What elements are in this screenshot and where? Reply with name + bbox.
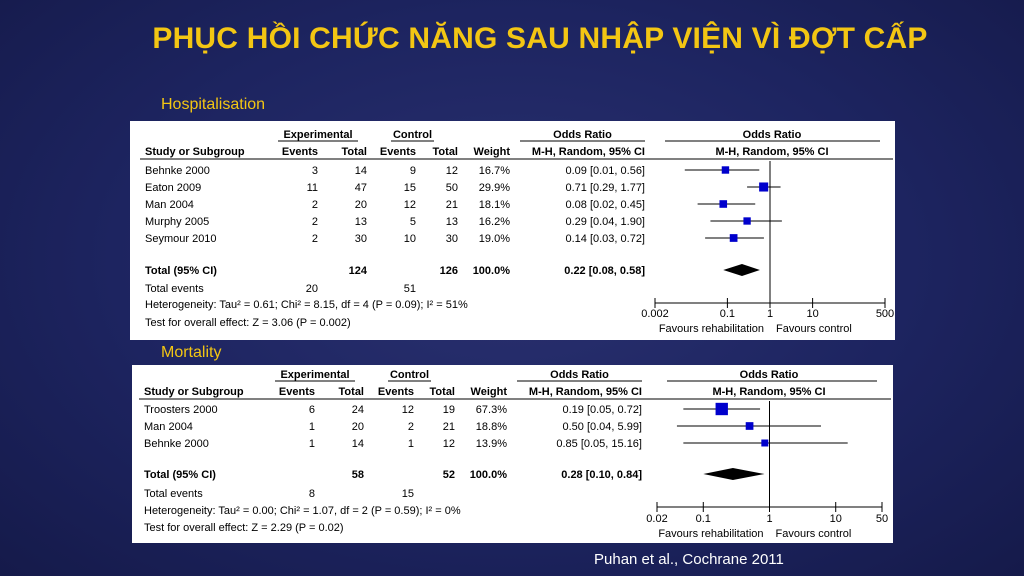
mortality-forest-plot [132, 365, 893, 543]
study-name: Man 2004 [144, 421, 193, 433]
axis-tick-label: 1 [766, 308, 774, 320]
header-plot-odds-ratio: Odds Ratio [739, 369, 799, 381]
header-plot-method: M-H, Random, 95% CI [712, 386, 826, 398]
ctrl-total: 19 [442, 404, 455, 416]
header-control: Control [392, 129, 433, 141]
ctrl-events: 2 [407, 421, 414, 433]
citation: Puhan et al., Cochrane 2011 [594, 551, 784, 568]
ctrl-events: 10 [403, 233, 416, 245]
study-weight: 18.1% [478, 199, 510, 211]
axis-tick-label: 0.02 [646, 513, 668, 525]
hospitalisation-forest-plot [130, 121, 895, 340]
ctrl-events: 12 [401, 404, 414, 416]
study-weight: 67.3% [475, 404, 507, 416]
study-name: Troosters 2000 [144, 404, 218, 416]
exp-total: 30 [354, 233, 367, 245]
total-events-label: Total events [145, 283, 204, 295]
exp-events: 11 [306, 182, 318, 194]
axis-tick-label: 50 [875, 513, 889, 525]
total-exp: 58 [351, 469, 364, 481]
study-ci: 0.19 [0.05, 0.72] [562, 404, 642, 416]
favours-right: Favours control [776, 323, 852, 335]
axis-tick-label: 0.1 [719, 308, 736, 320]
mortality-svg [132, 365, 893, 543]
slide-title: PHỤC HỒI CHỨC NĂNG SAU NHẬP VIỆN VÌ ĐỢT CẤP [152, 22, 928, 55]
exp-events: 1 [308, 438, 315, 450]
study-marker [759, 182, 768, 191]
study-marker [730, 234, 738, 242]
hospitalisation-svg [130, 121, 895, 340]
ctrl-total: 50 [445, 182, 458, 194]
favours-left: Favours rehabilitation [658, 323, 764, 335]
study-ci: 0.14 [0.03, 0.72] [565, 233, 645, 245]
header-control: Control [389, 369, 430, 381]
study-name: Man 2004 [145, 199, 194, 211]
exp-total: 20 [354, 199, 367, 211]
axis-tick-label: 1 [766, 513, 773, 525]
exp-events: 6 [308, 404, 315, 416]
exp-total: 20 [351, 421, 364, 433]
exp-events: 2 [311, 216, 318, 228]
overall-effect: Test for overall effect: Z = 3.06 (P = 0.002) [145, 317, 351, 329]
ctrl-total: 21 [442, 421, 455, 433]
hospitalisation-label: Hospitalisation [161, 96, 266, 113]
header-plot-odds-ratio: Odds Ratio [742, 129, 802, 141]
study-ci: 0.09 [0.01, 0.56] [565, 165, 645, 177]
total-weight: 100.0% [469, 469, 507, 481]
total-ctrl: 52 [442, 469, 455, 481]
header-total: Total [429, 386, 455, 398]
ctrl-total: 12 [445, 165, 458, 177]
study-name: Seymour 2010 [145, 233, 217, 245]
total-ci: 0.28 [0.10, 0.84] [561, 469, 642, 481]
study-weight: 13.9% [475, 438, 507, 450]
total-events-ctrl: 15 [401, 488, 414, 500]
total-label: Total (95% CI) [144, 469, 216, 481]
header-odds-ratio: Odds Ratio [550, 369, 609, 381]
axis-tick-label: 10 [806, 308, 819, 320]
exp-total: 47 [354, 182, 367, 194]
axis-tick-label: 500 [875, 308, 895, 320]
ctrl-total: 12 [442, 438, 455, 450]
header-total: Total [338, 386, 364, 398]
exp-total: 14 [351, 438, 364, 450]
axis-tick-label: 10 [829, 513, 842, 525]
ctrl-events: 15 [403, 182, 416, 194]
total-ctrl: 126 [439, 265, 458, 277]
total-events-label: Total events [144, 488, 203, 500]
total-ci: 0.22 [0.08, 0.58] [564, 265, 645, 277]
study-ci: 0.85 [0.05, 15.16] [556, 438, 642, 450]
study-marker [743, 217, 750, 224]
study-weight: 29.9% [478, 182, 510, 194]
pooled-diamond [723, 264, 760, 276]
header-total: Total [341, 146, 367, 158]
pooled-diamond [703, 468, 764, 480]
total-weight: 100.0% [472, 265, 510, 277]
favours-left: Favours rehabilitation [658, 528, 764, 540]
header-experimental: Experimental [283, 129, 353, 141]
study-ci: 0.50 [0.04, 5.99] [562, 421, 642, 433]
header-events: Events [278, 386, 315, 398]
study-ci: 0.08 [0.02, 0.45] [565, 199, 645, 211]
header-study: Study or Subgroup [145, 146, 245, 158]
mortality-label: Mortality [161, 344, 222, 361]
study-name: Behnke 2000 [145, 165, 210, 177]
total-events-exp: 8 [308, 488, 315, 500]
exp-total: 14 [354, 165, 367, 177]
header-events: Events [281, 146, 318, 158]
axis-tick-label: 0.1 [695, 513, 711, 525]
exp-events: 3 [311, 165, 318, 177]
ctrl-events: 9 [409, 165, 416, 177]
study-marker [716, 403, 728, 415]
header-method: M-H, Random, 95% CI [528, 386, 642, 398]
header-study: Study or Subgroup [144, 386, 244, 398]
study-name: Eaton 2009 [145, 182, 202, 194]
ctrl-total: 30 [445, 233, 458, 245]
study-weight: 19.0% [478, 233, 510, 245]
exp-total: 13 [354, 216, 367, 228]
study-marker [746, 422, 754, 430]
favours-right: Favours control [775, 528, 852, 540]
heterogeneity: Heterogeneity: Tau² = 0.00; Chi² = 1.07, df = 2 (P = 0.59); I² = 0% [144, 505, 461, 517]
ctrl-events: 12 [403, 199, 416, 211]
total-events-ctrl: 51 [403, 283, 416, 295]
study-marker [719, 200, 727, 208]
overall-effect: Test for overall effect: Z = 2.29 (P = 0.02) [144, 522, 344, 534]
study-ci: 0.29 [0.04, 1.90] [565, 216, 645, 228]
header-odds-ratio: Odds Ratio [553, 129, 612, 141]
study-weight: 16.2% [478, 216, 510, 228]
exp-events: 2 [311, 233, 318, 245]
study-weight: 18.8% [475, 421, 507, 433]
ctrl-events: 1 [407, 438, 414, 450]
header-events: Events [377, 386, 414, 398]
total-events-exp: 20 [305, 283, 318, 295]
header-total: Total [432, 146, 458, 158]
ctrl-total: 13 [445, 216, 458, 228]
exp-events: 1 [308, 421, 315, 433]
header-weight: Weight [470, 386, 507, 398]
axis-tick-label: 0.002 [641, 308, 669, 320]
study-weight: 16.7% [478, 165, 510, 177]
exp-events: 2 [311, 199, 318, 211]
exp-total: 24 [351, 404, 364, 416]
total-exp: 124 [348, 265, 367, 277]
header-events: Events [379, 146, 416, 158]
heterogeneity: Heterogeneity: Tau² = 0.61; Chi² = 8.15, df = 4 (P = 0.09); I² = 51% [145, 299, 468, 311]
header-weight: Weight [473, 146, 510, 158]
study-ci: 0.71 [0.29, 1.77] [565, 182, 645, 194]
study-name: Behnke 2000 [144, 438, 209, 450]
header-plot-method: M-H, Random, 95% CI [715, 146, 829, 158]
header-method: M-H, Random, 95% CI [531, 146, 645, 158]
ctrl-total: 21 [445, 199, 458, 211]
study-marker [761, 440, 768, 447]
study-name: Murphy 2005 [145, 216, 210, 228]
study-marker [722, 166, 729, 173]
ctrl-events: 5 [409, 216, 416, 228]
total-label: Total (95% CI) [145, 265, 217, 277]
header-experimental: Experimental [280, 369, 350, 381]
